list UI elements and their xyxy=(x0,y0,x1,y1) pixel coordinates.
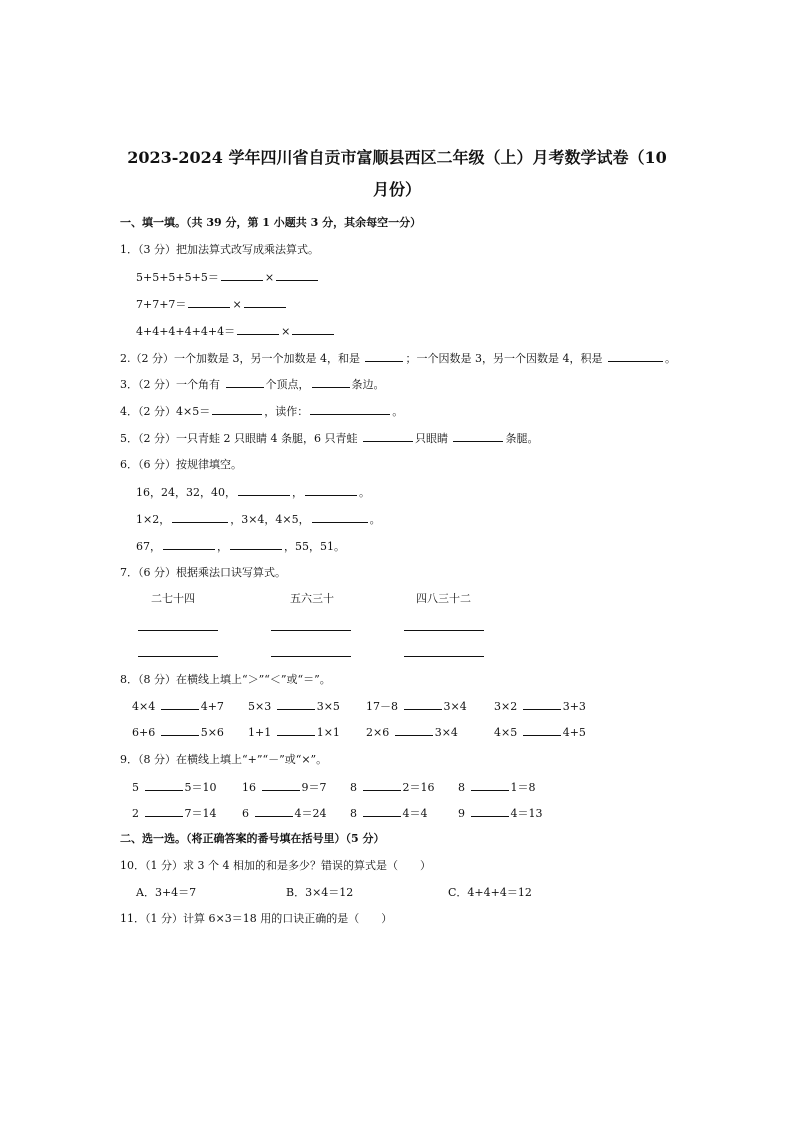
answer-blank[interactable] xyxy=(172,512,228,523)
answer-blank[interactable] xyxy=(523,699,561,710)
answer-blank[interactable] xyxy=(363,806,401,817)
compare-item: 6+6 5×6 xyxy=(132,726,224,739)
answer-line[interactable] xyxy=(138,656,218,657)
rhyme-2: 五六三十 xyxy=(290,592,334,605)
question-6-stem: 6．（6 分）按规律填空。 xyxy=(120,458,242,471)
answer-blank[interactable] xyxy=(244,297,286,308)
answer-blank[interactable] xyxy=(145,780,183,791)
compare-item: 3×2 3+3 xyxy=(494,700,586,713)
rhyme-3: 四八三十二 xyxy=(416,592,471,605)
operator-item: 16 9＝7 xyxy=(242,781,327,794)
question-3: 3．（2 分）一个角有 个顶点， 条边。 xyxy=(120,378,385,391)
answer-line[interactable] xyxy=(271,630,351,631)
answer-blank[interactable] xyxy=(471,780,509,791)
option-a[interactable]: A．3+4＝7 xyxy=(136,886,197,899)
answer-line[interactable] xyxy=(404,656,484,657)
compare-item: 5×3 3×5 xyxy=(248,700,340,713)
question-5: 5．（2 分）一只青蛙 2 只眼睛 4 条腿，6 只青蛙 只眼睛 条腿。 xyxy=(120,432,539,445)
answer-line[interactable] xyxy=(138,630,218,631)
answer-blank[interactable] xyxy=(230,539,282,550)
question-1-line-a: 5+5+5+5+5＝ × xyxy=(136,270,320,285)
question-11-stem: 11．（1 分）计算 6×3＝18 用的口诀正确的是（ ） xyxy=(120,912,393,925)
page-title-continued: 月份） xyxy=(372,180,421,199)
compare-item: 1+1 1×1 xyxy=(248,726,340,739)
question-2: 2.（2 分）一个加数是 3，另一个加数是 4，和是 ；一个因数是 3，另一个因数是 4，积是 。 xyxy=(120,352,676,365)
answer-blank[interactable] xyxy=(292,324,334,335)
answer-line[interactable] xyxy=(271,656,351,657)
answer-blank[interactable] xyxy=(404,699,442,710)
compare-item: 17－8 3×4 xyxy=(366,700,467,713)
rhyme-1: 二七十四 xyxy=(151,592,195,605)
operator-item: 8 4＝4 xyxy=(350,807,428,820)
compare-item: 4×5 4+5 xyxy=(494,726,586,739)
answer-blank[interactable] xyxy=(145,806,183,817)
answer-blank[interactable] xyxy=(453,431,503,442)
answer-blank[interactable] xyxy=(276,270,318,281)
answer-blank[interactable] xyxy=(161,699,199,710)
question-1-line-b: 7+7+7＝ × xyxy=(136,297,288,312)
answer-blank[interactable] xyxy=(310,404,390,415)
operator-item: 6 4＝24 xyxy=(242,807,327,820)
answer-blank[interactable] xyxy=(255,806,293,817)
operator-item: 2 7＝14 xyxy=(132,807,217,820)
answer-blank[interactable] xyxy=(312,377,350,388)
question-7-stem: 7．（6 分）根据乘法口诀写算式。 xyxy=(120,566,286,579)
operator-item: 5 5＝10 xyxy=(132,781,217,794)
operator-item: 8 1＝8 xyxy=(458,781,536,794)
section-heading-fill: 一、填一填。（共 39 分，第 1 小题共 3 分，其余每空一分） xyxy=(120,216,422,229)
answer-blank[interactable] xyxy=(226,377,264,388)
answer-blank[interactable] xyxy=(262,780,300,791)
answer-blank[interactable] xyxy=(305,485,357,496)
option-c[interactable]: C．4+4+4＝12 xyxy=(448,886,532,899)
question-1-line-c: 4+4+4+4+4+4＝ × xyxy=(136,324,336,339)
question-6-row-3: 67， ， ，55，51。 xyxy=(136,540,345,553)
answer-blank[interactable] xyxy=(363,431,413,442)
operator-item: 8 2＝16 xyxy=(350,781,435,794)
question-6-row-2: 1×2， ，3×4，4×5， 。 xyxy=(136,513,381,526)
answer-blank[interactable] xyxy=(471,806,509,817)
option-b[interactable]: B．3×4＝12 xyxy=(286,886,354,899)
answer-blank[interactable] xyxy=(363,780,401,791)
compare-item: 4×4 4+7 xyxy=(132,700,224,713)
answer-blank[interactable] xyxy=(212,404,262,415)
answer-line[interactable] xyxy=(404,630,484,631)
answer-blank[interactable] xyxy=(523,725,561,736)
answer-blank[interactable] xyxy=(237,324,279,335)
compare-item: 2×6 3×4 xyxy=(366,726,458,739)
page-title: 2023-2024 学年四川省自贡市富顺县西区二年级（上）月考数学试卷（10 xyxy=(127,148,667,167)
question-1-stem: 1．（3 分）把加法算式改写成乘法算式。 xyxy=(120,243,319,256)
answer-blank[interactable] xyxy=(188,297,230,308)
answer-blank[interactable] xyxy=(608,351,663,362)
answer-blank[interactable] xyxy=(312,512,368,523)
answer-blank[interactable] xyxy=(238,485,290,496)
question-9-stem: 9．（8 分）在横线上填上“+”“－”或“×”。 xyxy=(120,753,328,766)
answer-blank[interactable] xyxy=(161,725,199,736)
operator-item: 9 4＝13 xyxy=(458,807,543,820)
question-4: 4．（2 分）4×5＝ ，读作： 。 xyxy=(120,405,404,418)
answer-blank[interactable] xyxy=(277,725,315,736)
answer-blank[interactable] xyxy=(277,699,315,710)
answer-blank[interactable] xyxy=(395,725,433,736)
question-8-stem: 8．（8 分）在横线上填上“＞”“＜”或“＝”。 xyxy=(120,673,331,686)
answer-blank[interactable] xyxy=(365,351,403,362)
answer-blank[interactable] xyxy=(221,270,263,281)
question-10-stem: 10．（1 分）求 3 个 4 相加的和是多少？错误的算式是（ ） xyxy=(120,859,431,872)
section-heading-choice: 二、选一选。（将正确答案的番号填在括号里）（5 分） xyxy=(120,832,385,845)
answer-blank[interactable] xyxy=(163,539,215,550)
question-6-row-1: 16，24，32，40， ， 。 xyxy=(136,486,370,499)
